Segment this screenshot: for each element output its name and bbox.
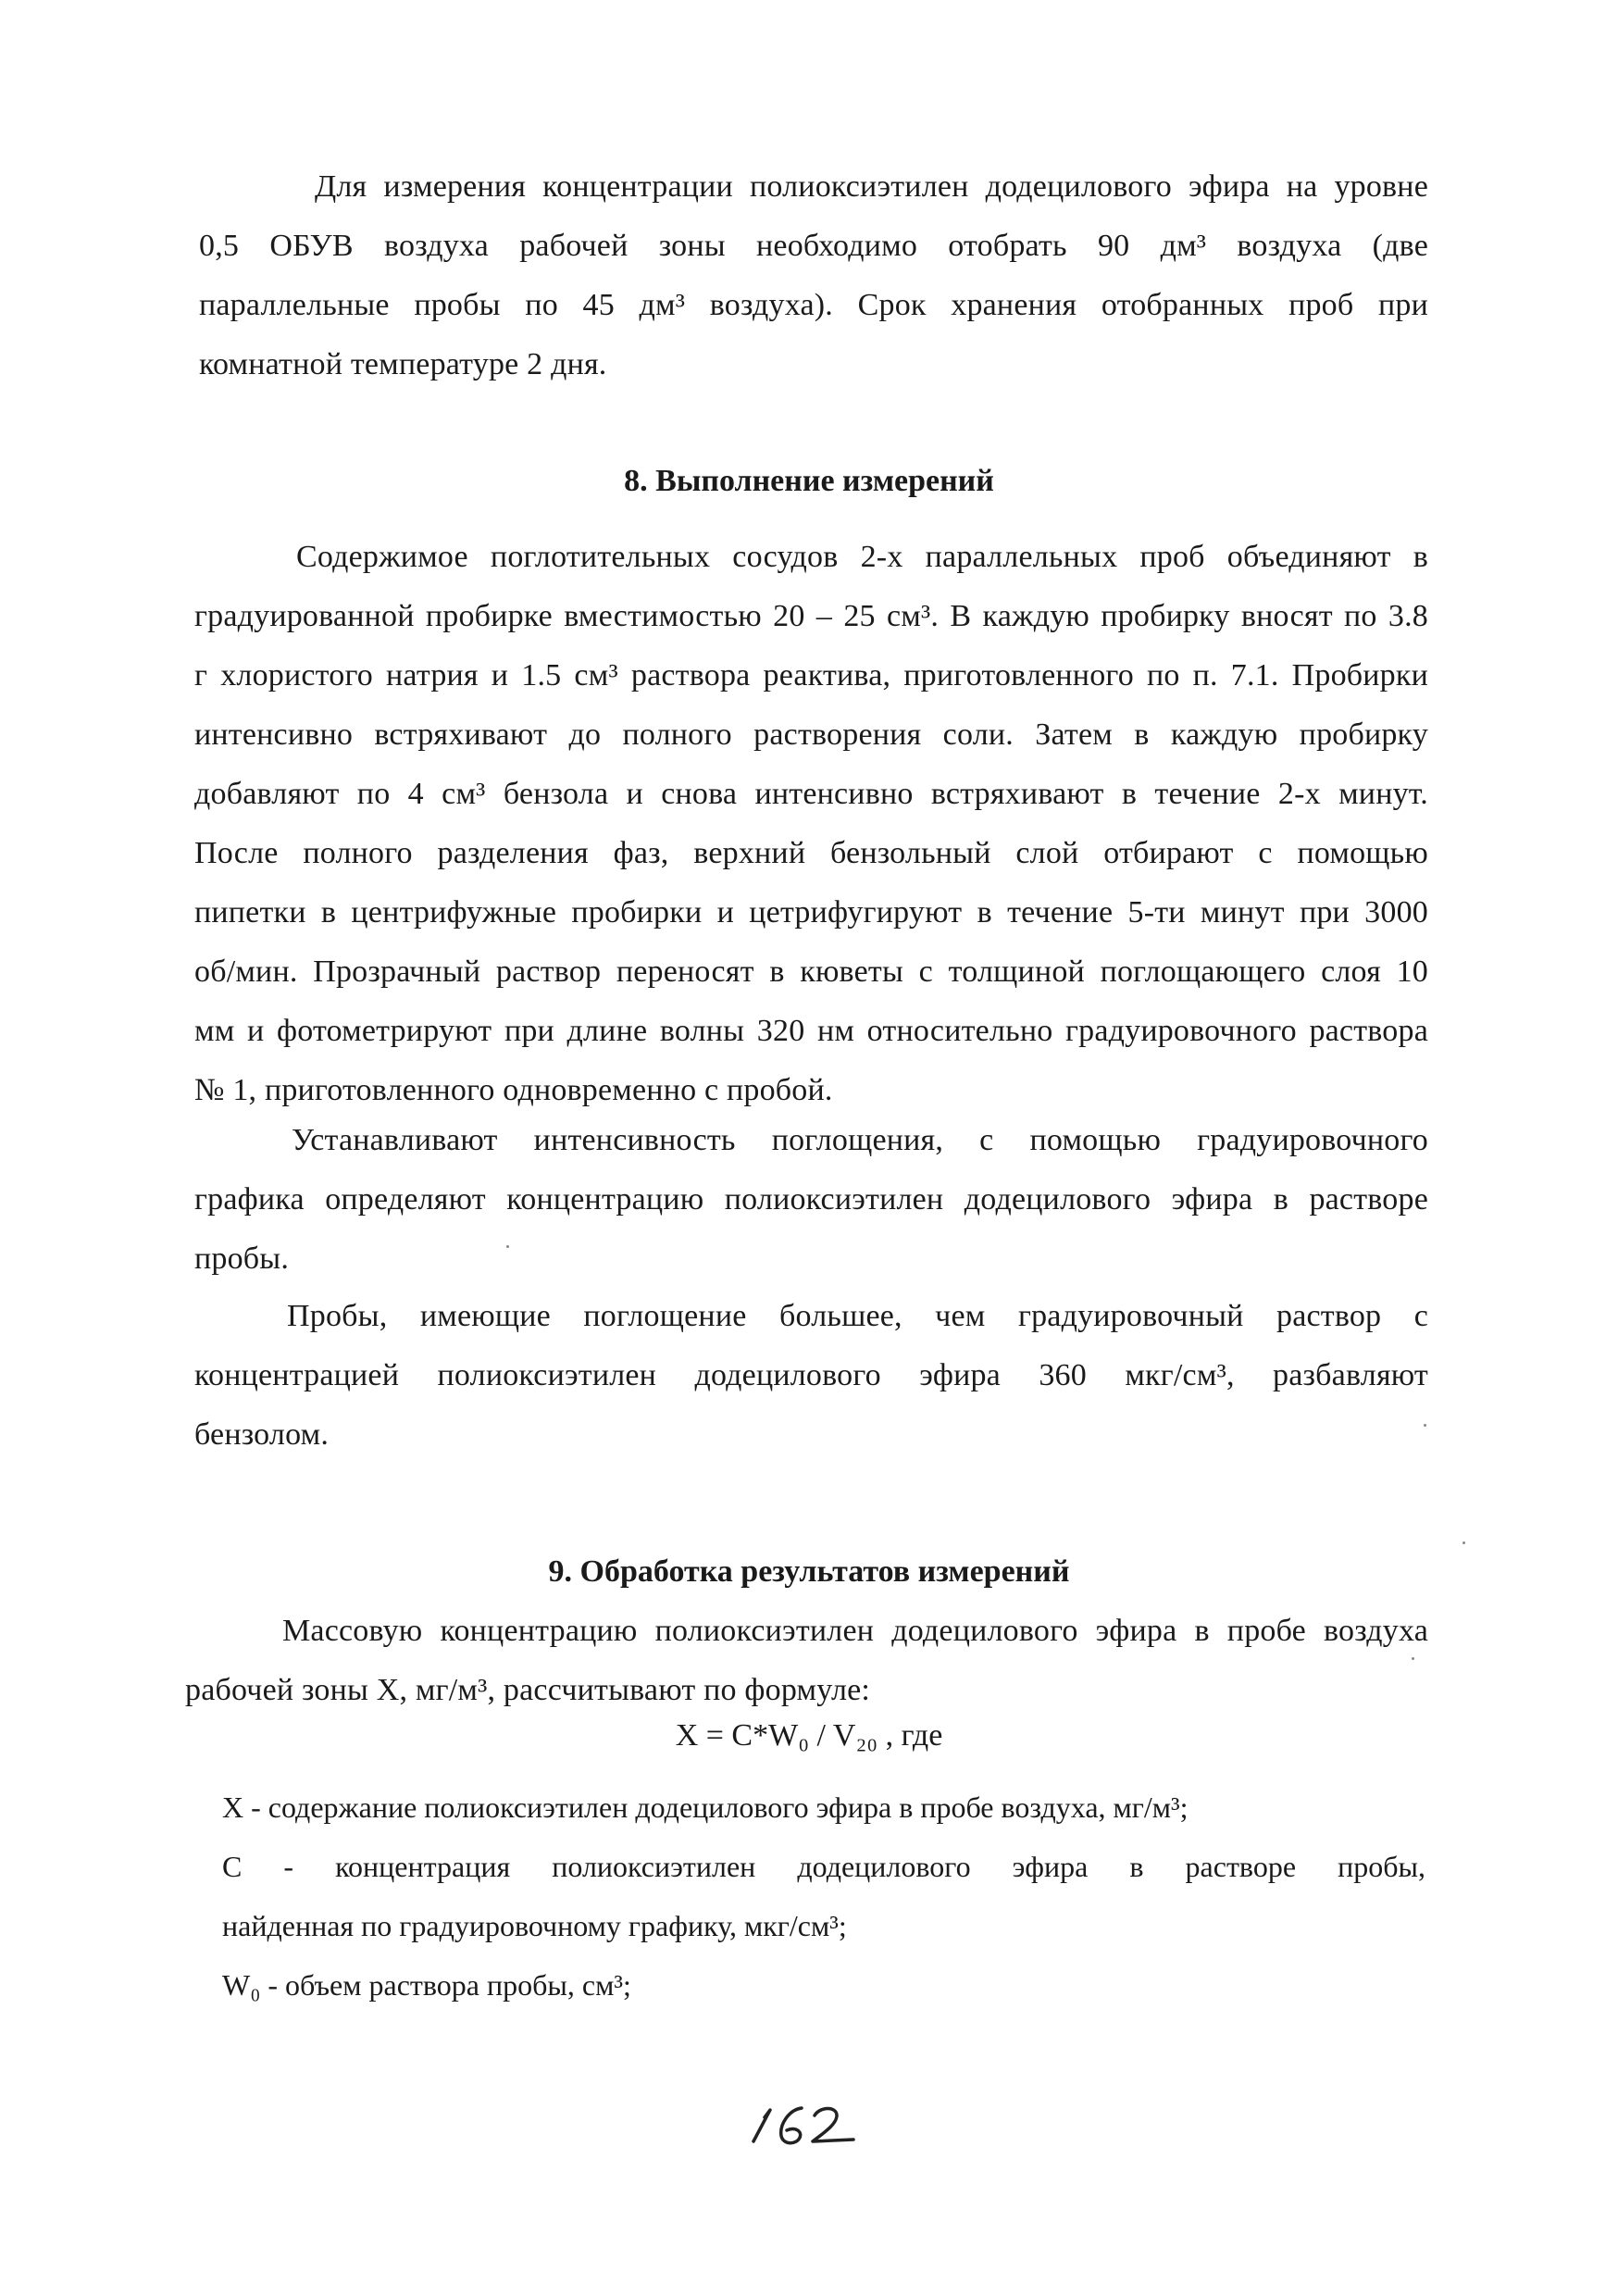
- formula: Х = С*W₀ / V₂₀ , где: [675, 1718, 943, 1753]
- s8p3-line-2: концентрацией полиоксиэтилен додецилового эфира 360 мкг/см³, разбавляют: [194, 1358, 1428, 1392]
- scan-speck: [1412, 1657, 1414, 1660]
- s9p1-line-1: Массовую концентрацию полиоксиэтилен додецилового эфира в пробе воздуха: [282, 1614, 1428, 1648]
- intro-line-2: 0,5 ОБУВ воздуха рабочей зоны необходимо отобрать 90 дм³ воздуха (две: [199, 229, 1428, 263]
- s8p1-line-4: интенсивно встряхивают до полного растворения соли. Затем в каждую пробирку: [194, 718, 1428, 752]
- intro-paragraph: [199, 157, 1428, 217]
- s8p3-line-1: Пробы, имеющие поглощение большее, чем градуировочный раствор с: [287, 1299, 1428, 1333]
- scan-speck: [1424, 1424, 1426, 1427]
- s8p1-line-8: об/мин. Прозрачный раствор переносят в кюветы с толщиной поглощающего слоя 10: [194, 955, 1428, 989]
- intro-line-3: параллельные пробы по 45 дм³ воздуха). Срок хранения отобранных проб при: [199, 288, 1428, 322]
- intro-paragraph-cont: [199, 217, 1428, 394]
- definition-w0: W₀ - объем раствора пробы, см³;: [222, 1968, 631, 2002]
- s8p1-line-3: г хлористого натрия и 1.5 см³ раствора реактива, приготовленного по п. 7.1. Пробирки: [194, 658, 1428, 693]
- s8p2-line-2: графика определяют концентрацию полиоксиэтилен додецилового эфира в растворе: [194, 1182, 1428, 1217]
- section-8-paragraph-1: [194, 528, 1428, 1120]
- s8p1-line-10: № 1, приготовленного одновременно с пробой.: [194, 1073, 833, 1107]
- definition-c-cont: найденная по градуировочному графику, мкг/см³;: [222, 1909, 847, 1942]
- section-9-paragraph-1: [185, 1602, 1428, 1720]
- s9p1-line-2: рабочей зоны Х, мг/м³, рассчитывают по формуле:: [185, 1673, 871, 1707]
- section-8-paragraph-2: [194, 1111, 1428, 1289]
- s8p1-line-2: градуированной пробирке вместимостью 20 – 25 см³. В каждую пробирку вносят по 3.8: [194, 599, 1428, 633]
- intro-line-4: комнатной температуре 2 дня.: [199, 347, 607, 381]
- s8p1-line-7: пипетки в центрифужные пробирки и цетрифугируют в течение 5-ти минут при 3000: [194, 895, 1428, 930]
- s8p1-line-5: добавляют по 4 см³ бензола и снова интенсивно встряхивают в течение 2-х минут.: [194, 777, 1428, 811]
- scan-speck: [1462, 1541, 1465, 1544]
- s8p1-line-1: Содержимое поглотительных сосудов 2-х параллельных проб объединяют в: [296, 540, 1428, 574]
- s8p3-line-3: бензолом.: [194, 1417, 330, 1452]
- s8p1-line-9: мм и фотометрируют при длине волны 320 нм относительно градуировочного раствора: [194, 1014, 1428, 1048]
- section-9-title: 9. Обработка результатов измерений: [548, 1554, 1070, 1589]
- section-8-title: 8. Выполнение измерений: [624, 464, 994, 498]
- handwritten-page-number-icon: [744, 2097, 874, 2152]
- scan-speck: [506, 1245, 509, 1248]
- intro-line-1: Для измерения концентрации полиоксиэтилен додецилового эфира на уровне: [315, 169, 1428, 204]
- variable-definitions: [222, 1778, 1425, 2015]
- definition-c: С - концентрация полиоксиэтилен додецилового эфира в растворе пробы,: [222, 1850, 1425, 1883]
- definition-x: Х - содержание полиоксиэтилен додецилового эфира в пробе воздуха, мг/м³;: [222, 1791, 1189, 1824]
- section-8-paragraph-3: [194, 1287, 1428, 1465]
- s8p2-line-3: пробы.: [194, 1242, 290, 1276]
- page-number: [0, 2097, 1618, 2157]
- s8p1-line-6: После полного разделения фаз, верхний бензольный слой отбирают с помощью: [194, 836, 1428, 870]
- s8p2-line-1: Устанавливают интенсивность поглощения, с помощью градуировочного: [292, 1123, 1428, 1157]
